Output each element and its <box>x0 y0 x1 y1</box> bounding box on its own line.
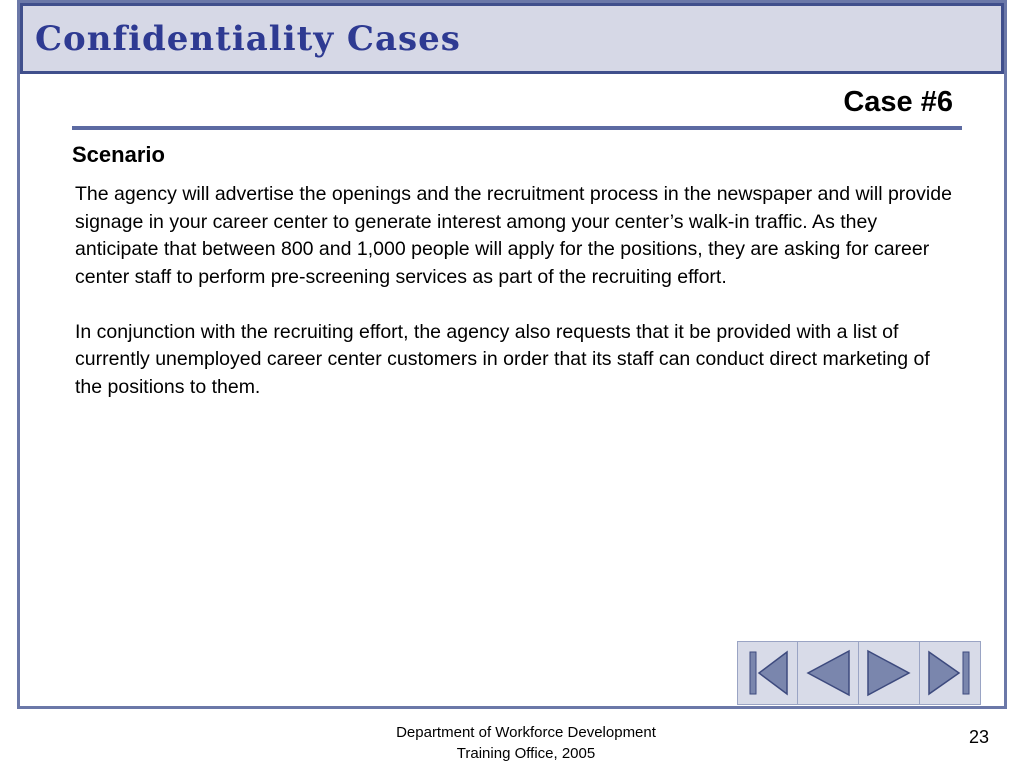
page-number: 23 <box>968 727 989 747</box>
scenario-paragraph: The agency will advertise the openings and the recruitment process in the newspaper and will provide signage in your career center to generate interest among your center’s walk-in traffic. As they anticipate that between 800 and 1,000 people will apply for the positions, they are asking for career center staff to perform pre-screening services as part of the recruiting effort. <box>75 183 952 288</box>
scenario-paragraph: In conjunction with the recruiting effort, the agency also requests that it be provided with a list of currently unemployed career center customers in order that its staff can conduct direct marketing of the positions to them. <box>75 320 930 398</box>
case-label: Case #6 <box>843 86 953 118</box>
triangle-left-icon <box>804 648 852 698</box>
scenario-text <box>75 181 960 429</box>
triangle-right-icon <box>865 648 913 698</box>
slide-title: Confidentiality Cases <box>35 19 461 59</box>
first-slide-button[interactable] <box>737 641 798 705</box>
scenario-heading: Scenario <box>72 142 165 167</box>
footer-office: Training Office, 2005 <box>456 745 596 762</box>
title-bar <box>20 3 1004 74</box>
divider-rule <box>72 126 962 130</box>
slide-navigation <box>737 641 981 705</box>
previous-slide-button[interactable] <box>798 641 859 705</box>
skip-back-icon <box>745 647 791 699</box>
footer-department: Department of Workforce Development <box>396 724 656 741</box>
skip-forward-icon <box>925 647 975 699</box>
next-slide-button[interactable] <box>859 641 920 705</box>
footer-text <box>300 722 752 764</box>
slide-frame <box>17 0 1007 709</box>
last-slide-button[interactable] <box>920 641 981 705</box>
